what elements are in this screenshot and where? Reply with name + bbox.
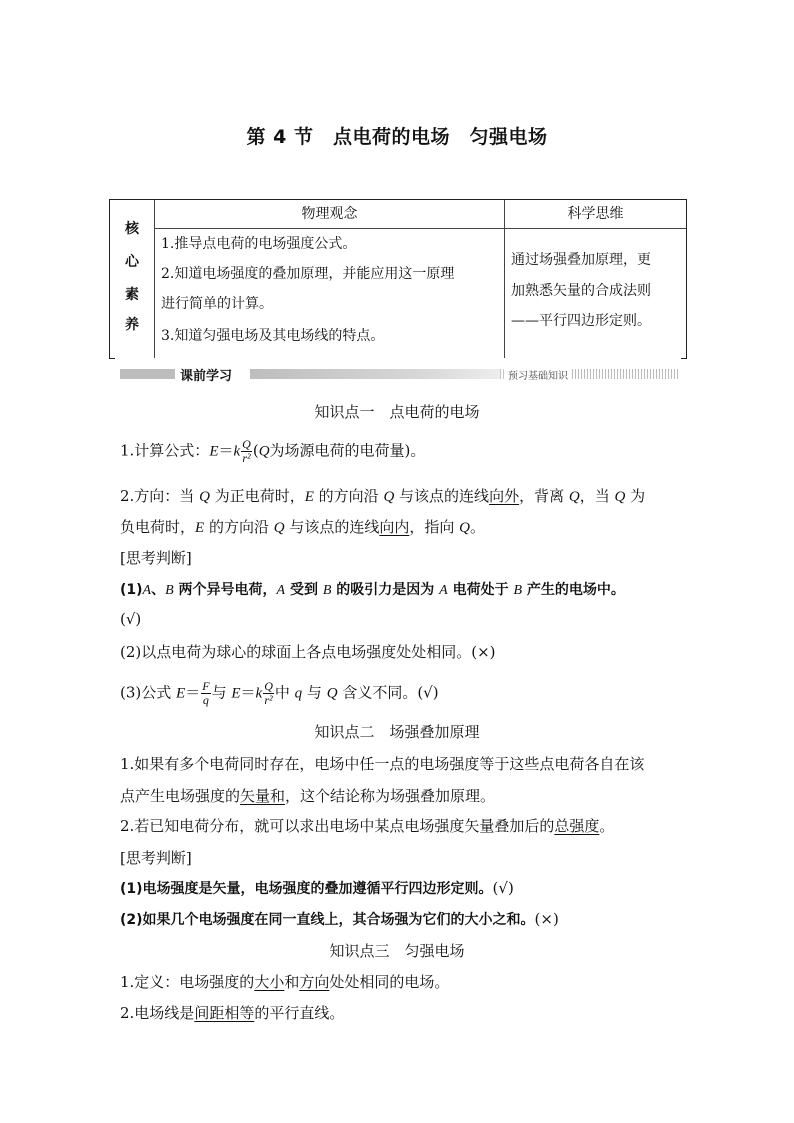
kp2-line-1: 1.如果有多个电荷同时存在，电场中任一点的电场强度等于这些点电荷各自在该 xyxy=(120,755,645,773)
answer-underline: 方向 xyxy=(299,973,330,991)
banner-label: 课前学习 xyxy=(180,369,233,384)
scientific-thinking-header: 科学思维 xyxy=(505,200,686,229)
kp2-line-3: 2.若已知电荷分布，就可以求出电场中某点电场强度矢量叠加后的总强度。 xyxy=(120,817,615,835)
concept-line: 1.推导点电荷的电场强度公式。 xyxy=(161,236,357,252)
side-char: 养 xyxy=(125,317,139,333)
answer-underline: 大小 xyxy=(254,973,285,991)
concept-line: 3.知道匀强电场及其电场线的特点。 xyxy=(161,328,385,344)
kp1-formula-line: 1.计算公式：E＝k $\frac{Q}{\text{r²}}$ (Q为场源电荷的电荷量)。 xyxy=(120,437,426,465)
concept-line: 进行简单的计算。 xyxy=(161,296,273,312)
kp1-judgement-1: (1)A、B 两个异号电荷，A 受到 B 的吸引力是因为 A 电荷处于 B 产生的电场中。 xyxy=(120,582,625,598)
physics-concept-cell xyxy=(155,229,505,358)
fraction: $\frac{F}{q}$ xyxy=(202,679,210,707)
concept-line: 2.知道电场强度的叠加原理，并能应用这一原理 xyxy=(161,266,455,282)
kp1-direction-line-2: 负电荷时，E 的方向沿 Q 与该点的连线向内，指向 Q。 xyxy=(120,518,486,536)
kp2-judgement-1: (1)电场强度是矢量，电场强度的叠加遵循平行四边形定则。(√) xyxy=(120,879,514,897)
physics-concept-header: 物理观念 xyxy=(155,200,505,229)
pre-class-banner xyxy=(120,367,680,384)
answer-underline: 向内 xyxy=(379,518,410,536)
answer-underline: 向外 xyxy=(489,487,520,505)
kp1-judgement-2: (2)以点电荷为球心的球面上各点电场强度处处相同。(×) xyxy=(120,643,496,661)
side-char: 核 xyxy=(125,221,139,237)
side-char: 素 xyxy=(125,287,139,303)
core-side-label xyxy=(110,200,155,358)
answer-underline: 矢量和 xyxy=(240,787,286,805)
banner-hatch xyxy=(572,369,680,379)
fraction: $\frac{Q}{\text{r²}}$ xyxy=(242,437,251,465)
thinking-line: ——平行四边形定则。 xyxy=(511,313,651,329)
table-corner-tick xyxy=(109,358,115,359)
answer-underline: 总强度 xyxy=(554,817,600,835)
fraction: $\frac{Q}{\text{r²}}$ xyxy=(264,679,273,707)
kp2-line-2: 点产生电场强度的矢量和，这个结论称为场强叠加原理。 xyxy=(120,787,496,805)
kp1-judgement-1-mark: (√) xyxy=(120,610,142,628)
banner-sublabel: 预习基础知识 xyxy=(508,371,568,382)
kp3-line-1: 1.定义：电场强度的大小和方向处处相同的电场。 xyxy=(120,973,450,991)
core-literacy-table xyxy=(109,199,687,358)
table-corner-tick xyxy=(681,358,687,359)
thinking-line: 通过场强叠加原理，更 xyxy=(511,252,651,268)
section-title: 第 4 节 点电荷的电场 匀强电场 xyxy=(246,126,548,148)
kp3-title: 知识点三 匀强电场 xyxy=(329,942,465,960)
banner-bar xyxy=(250,369,500,379)
kp3-line-2: 2.电场线是间距相等的平行直线。 xyxy=(120,1004,345,1022)
kp2-judgement-2: (2)如果几个电场强度在同一直线上，其合场强为它们的大小之和。(×) xyxy=(120,910,559,928)
kp2-title: 知识点二 场强叠加原理 xyxy=(314,723,480,741)
kp1-judgement-3: (3)公式 E＝ $\frac{F}{q}$ 与 E＝k $\frac{Q}{\text{r²}}$ 中 q 与 Q 含义不同。(√) xyxy=(120,679,439,707)
side-char: 心 xyxy=(125,254,139,270)
thinking-line: 加熟悉矢量的合成法则 xyxy=(511,283,651,299)
kp2-think-heading: [思考判断] xyxy=(120,849,192,867)
banner-hatch xyxy=(500,369,506,379)
kp1-title: 知识点一 点电荷的电场 xyxy=(314,403,480,421)
answer-underline: 间距相等 xyxy=(194,1004,255,1022)
banner-bar xyxy=(120,369,175,379)
kp1-think-heading: [思考判断] xyxy=(120,549,192,567)
kp1-direction-line-1: 2.方向：当 Q 为正电荷时，E 的方向沿 Q 与该点的连线向外，背离 Q，当 Q 为 xyxy=(120,487,646,505)
